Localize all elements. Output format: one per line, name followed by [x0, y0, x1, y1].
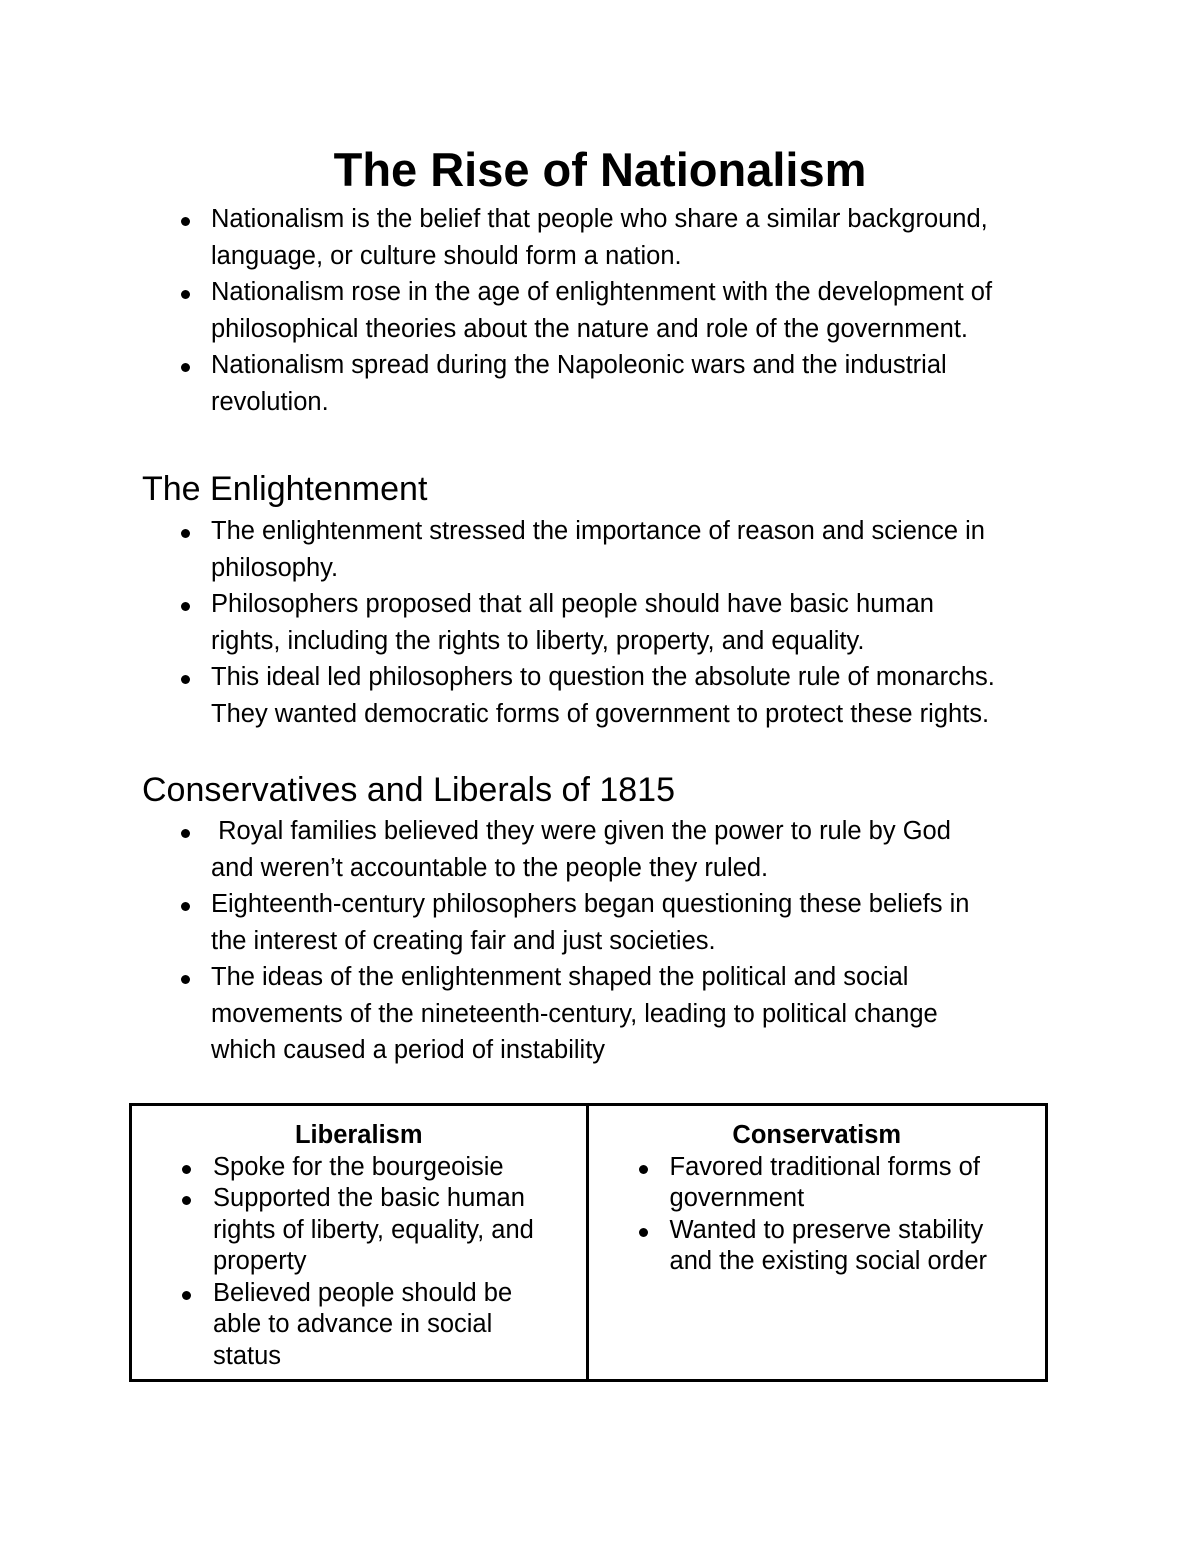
list-item-line: They wanted democratic forms of government to protect these rights. — [211, 699, 990, 728]
list-item-line: revolution. — [211, 387, 329, 416]
conservatism-list — [635, 1152, 995, 1278]
list-item — [178, 586, 1078, 659]
list-item — [178, 659, 1078, 732]
list-item: Favored traditional forms of government — [635, 1152, 995, 1215]
list-item-line: and weren’t accountable to the people they ruled. — [211, 853, 769, 882]
list-item — [178, 886, 1078, 959]
conservatism-heading: Conservatism — [732, 1121, 902, 1149]
list-item: Spoke for the bourgeoisie — [178, 1152, 538, 1184]
list-item-line: Nationalism spread during the Napoleonic wars and the industrial — [211, 351, 947, 379]
list-item-line: language, or culture should form a nation. — [211, 241, 682, 270]
list-item — [178, 959, 1078, 1069]
list-item-line: Philosophers proposed that all people should have basic human — [211, 590, 934, 618]
page-title: The Rise of Nationalism — [333, 143, 867, 196]
list-item-line: The ideas of the enlightenment shaped the political and social — [211, 963, 909, 991]
list-item-line: which caused a period of instability — [211, 1036, 606, 1064]
list-item — [178, 347, 1078, 420]
list-item-line: Eighteenth-century philosophers began questioning these beliefs in — [211, 890, 970, 918]
comparison-table — [129, 1103, 1048, 1382]
intro-list — [178, 201, 1078, 420]
list-item-line: Nationalism rose in the age of enlightenment with the development of — [211, 278, 993, 306]
liberalism-cell — [132, 1106, 589, 1379]
liberalism-list — [178, 1152, 538, 1373]
list-item-line: philosophical theories about the nature and role of the government. — [211, 314, 969, 343]
conservatives-list — [178, 813, 1078, 1069]
list-item — [178, 201, 1078, 274]
liberalism-heading: Liberalism — [294, 1121, 423, 1149]
list-item-line: The enlightenment stressed the importance of reason and science in — [211, 517, 985, 545]
list-item: Believed people should be able to advance in social status — [178, 1278, 538, 1373]
list-item-line: Royal families believed they were given the power to rule by God — [211, 817, 951, 845]
list-item-line: rights, including the rights to liberty, property, and equality. — [211, 626, 865, 655]
list-item — [178, 274, 1078, 347]
list-item-line: the interest of creating fair and just societies. — [211, 926, 716, 955]
enlightenment-list — [178, 513, 1078, 732]
section-heading-enlightenment: The Enlightenment — [142, 470, 428, 508]
list-item: Supported the basic human rights of liberty, equality, and property — [178, 1183, 538, 1278]
section-heading-conservatives-liberals: Conservatives and Liberals of 1815 — [142, 771, 675, 809]
list-item-line: movements of the nineteenth-century, leading to political change — [211, 999, 938, 1028]
list-item — [178, 813, 1078, 886]
list-item-line: philosophy. — [211, 553, 339, 582]
conservatism-cell — [589, 1106, 1045, 1379]
list-item-line: This ideal led philosophers to question the absolute rule of monarchs. — [211, 663, 995, 691]
list-item-line: Nationalism is the belief that people who share a similar background, — [211, 205, 988, 233]
list-item — [178, 513, 1078, 586]
list-item: Wanted to preserve stability and the existing social order — [635, 1215, 995, 1278]
